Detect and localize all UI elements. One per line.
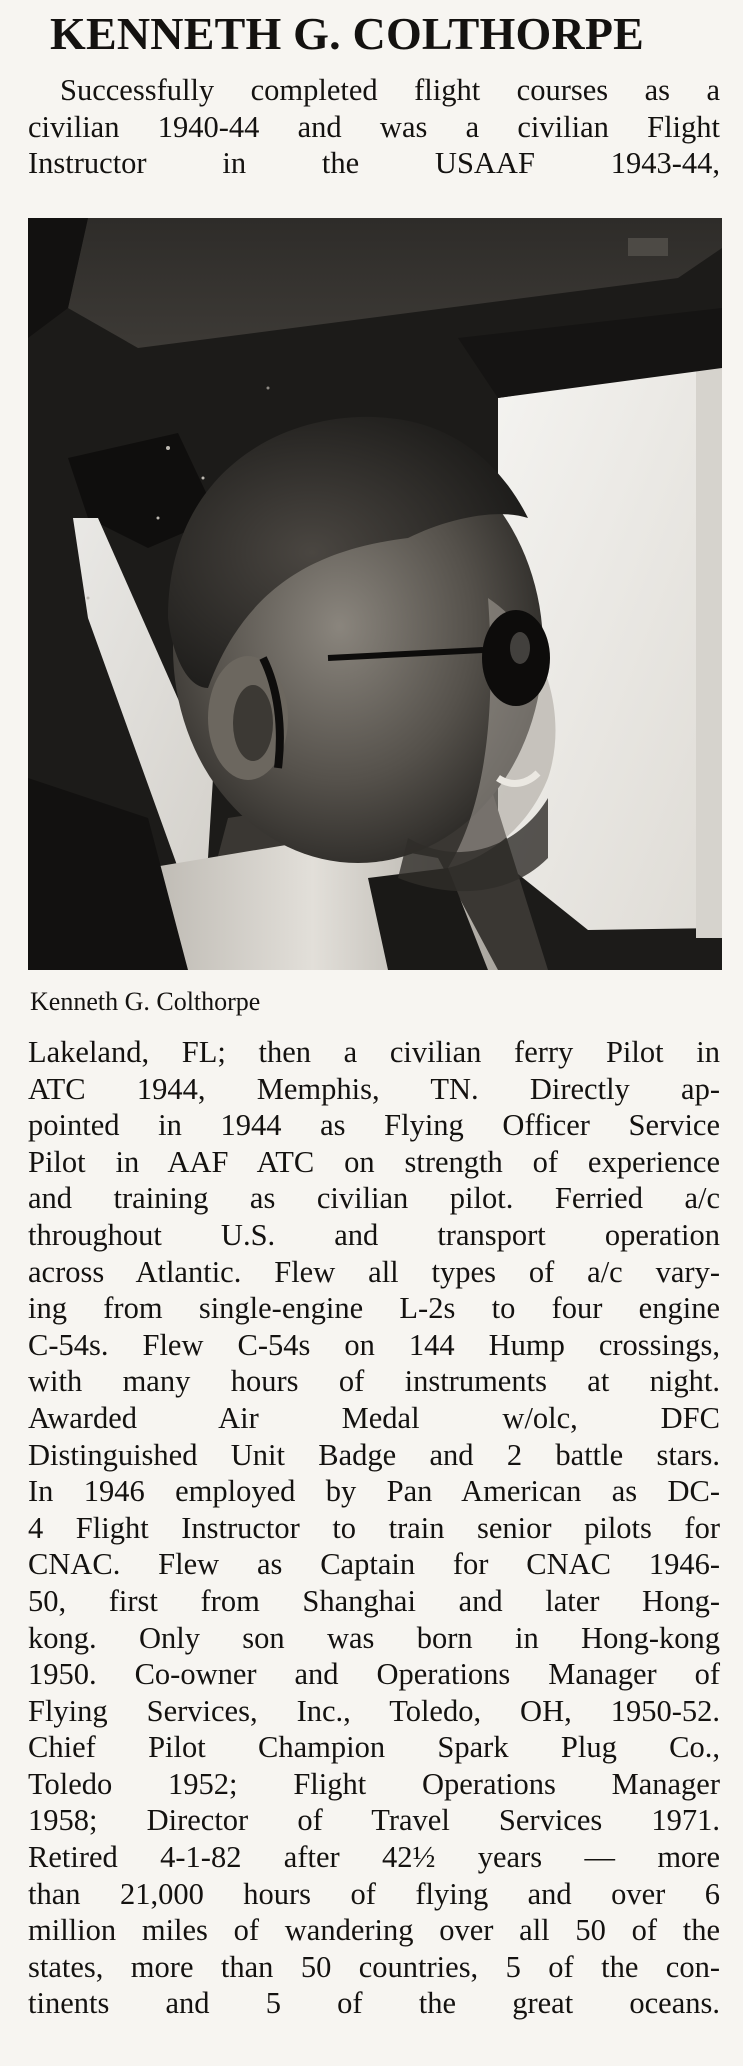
portrait-photo — [28, 218, 722, 970]
body-line: ing from single-engine L-2s to four engine — [28, 1291, 720, 1326]
body-line: Pilot in AAF ATC on strength of experience — [28, 1144, 720, 1179]
page-title: KENNETH G. COLTHORPE — [50, 8, 645, 59]
body-line: 1958; Director of Travel Services 1971. — [28, 1803, 720, 1838]
body-line: C-54s. Flew C-54s on 144 Hump crossings, — [28, 1327, 720, 1362]
body-line: pointed in 1944 as Flying Officer Service — [28, 1108, 720, 1143]
body-line: across Atlantic. Flew all types of a/c vary- — [28, 1254, 720, 1289]
body-line: states, more than 50 countries, 5 of the con- — [28, 1949, 720, 1984]
intro-line: Successfully completed flight courses as a — [60, 73, 720, 107]
body-line: kong. Only son was born in Hong-kong — [28, 1620, 720, 1655]
body-line: and training as civilian pilot. Ferried a/c — [28, 1181, 720, 1216]
portrait-illustration — [28, 218, 722, 970]
body-line: Toledo 1952; Flight Operations Manager — [28, 1766, 720, 1801]
body-line: ATC 1944, Memphis, TN. Directly ap- — [28, 1071, 720, 1106]
photo-caption: Kenneth G. Colthorpe — [30, 987, 261, 1016]
body-line: throughout U.S. and transport operation — [28, 1217, 720, 1252]
intro-line: civilian 1940-44 and was a civilian Flight — [28, 109, 720, 144]
body-line: In 1946 employed by Pan American as DC- — [28, 1474, 720, 1509]
body-line: with many hours of instruments at night. — [28, 1364, 720, 1399]
body-line: CNAC. Flew as Captain for CNAC 1946- — [28, 1547, 720, 1582]
body-line: tinents and 5 of the great oceans. — [28, 1986, 720, 2021]
body-line: Lakeland, FL; then a civilian ferry Pilot in — [28, 1035, 720, 1069]
intro-paragraph — [28, 72, 720, 182]
body-line: 50, first from Shanghai and later Hong- — [28, 1583, 720, 1618]
body-line: million miles of wandering over all 50 of the — [28, 1913, 720, 1948]
body-line: 4 Flight Instructor to train senior pilots for — [28, 1510, 720, 1545]
body-line: Awarded Air Medal w/olc, DFC — [28, 1400, 720, 1435]
body-line: Retired 4-1-82 after 42½ years — more — [28, 1840, 720, 1875]
body-line: Flying Services, Inc., Toledo, OH, 1950-52. — [28, 1693, 720, 1728]
body-line: Distinguished Unit Badge and 2 battle stars. — [28, 1437, 720, 1472]
intro-line: Instructor in the USAAF 1943-44, — [28, 146, 720, 181]
body-line: 1950. Co-owner and Operations Manager of — [28, 1657, 720, 1692]
body-line: Chief Pilot Champion Spark Plug Co., — [28, 1730, 720, 1765]
body-line: than 21,000 hours of flying and over 6 — [28, 1876, 720, 1911]
biography-paragraph — [28, 1034, 720, 2022]
